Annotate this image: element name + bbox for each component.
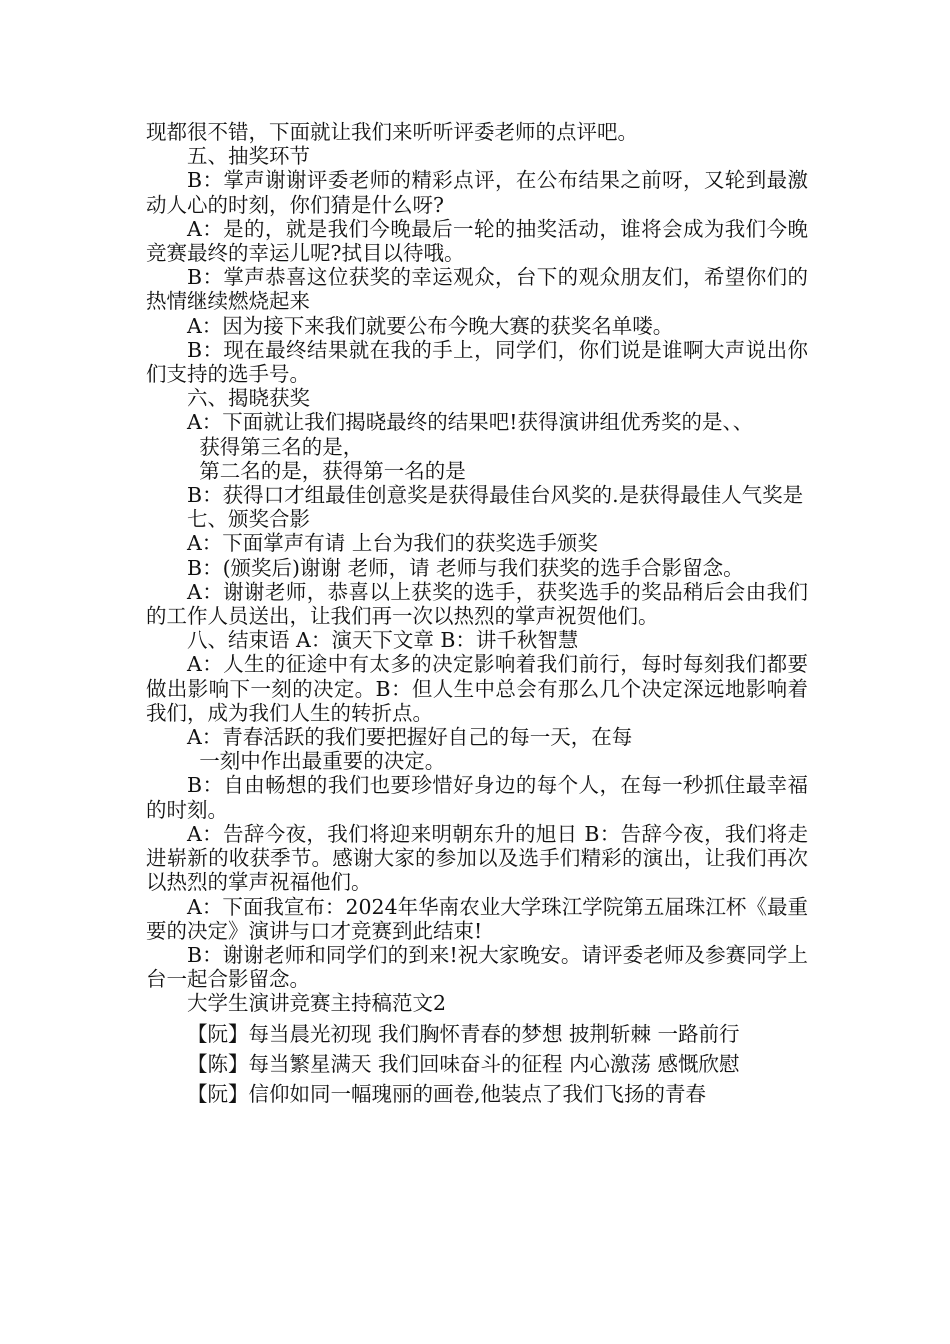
paragraph: A：下面掌声有请 上台为我们的获奖选手颁奖 bbox=[187, 531, 598, 556]
paragraph: 现都很不错，下面就让我们来听听评委老师的点评吧。 bbox=[146, 120, 638, 144]
paragraph: B：获得口才组最佳创意奖是获得最佳台风奖的.是获得最佳人气奖是 bbox=[187, 483, 804, 508]
paragraph: A：告辞今夜，我们将迎来明朝东升的旭日 B：告辞今夜，我们将走进崭新的收获季节。感谢大家的参加以及选手们精彩的演出，让我们再次以热烈的掌声祝福他们。 bbox=[146, 821, 808, 895]
section-heading: 八、结束语 A：演天下文章 B：讲千秋智慧 bbox=[187, 628, 579, 653]
article-title: 大学生演讲竞赛主持稿范文2 bbox=[187, 991, 447, 1016]
paragraph: A：青春活跃的我们要把握好自己的每一天，在每 bbox=[187, 725, 633, 750]
paragraph: B：现在最终结果就在我的手上，同学们，你们说是谁啊大声说出你们支持的选手号。 bbox=[146, 337, 808, 387]
paragraph: B：(颁奖后)谢谢 老师，请 老师与我们获奖的选手合影留念。 bbox=[187, 555, 744, 580]
paragraph: A：人生的征途中有太多的决定影响着我们前行，每时每刻我们都要做出影响下一刻的决定。B：但人生中总会有那么几个决定深远地影响着我们，成为我们人生的转折点。 bbox=[146, 652, 808, 725]
paragraph: A：是的，就是我们今晚最后一轮的抽奖活动，谁将会成为我们今晚竞赛最终的幸运儿呢?拭目以待哦。 bbox=[146, 216, 808, 266]
document-body bbox=[146, 120, 808, 1106]
paragraph: B：自由畅想的我们也要珍惜好身边的每个人，在每一秒抓住最幸福的时刻。 bbox=[146, 773, 808, 822]
paragraph: B：掌声谢谢评委老师的精彩点评，在公布结果之前呀，又轮到最激动人心的时刻，你们猜是什么呀? bbox=[146, 168, 808, 217]
paragraph: A：谢谢老师，恭喜以上获奖的选手，获奖选手的奖品稍后会由我们的工作人员送出，让我们再一次以热烈的掌声祝贺他们。 bbox=[146, 579, 808, 629]
paragraph: A：因为接下来我们就要公布今晚大赛的获奖名单喽。 bbox=[187, 313, 674, 338]
section-heading: 七、颁奖合影 bbox=[187, 507, 310, 532]
paragraph: 【阮】每当晨光初现 我们胸怀青春的梦想 披荆斩棘 一路前行 bbox=[187, 1021, 740, 1046]
paragraph: 获得第三名的是， bbox=[199, 434, 364, 459]
paragraph: 【阮】信仰如同一幅瑰丽的画卷,他装点了我们飞扬的青春 bbox=[187, 1081, 707, 1106]
paragraph: 第二名的是，获得第一名的是 bbox=[199, 458, 466, 483]
section-heading: 五、抽奖环节 bbox=[187, 144, 310, 169]
paragraph: B：谢谢老师和同学们的到来!祝大家晚安。请评委老师及参赛同学上台一起合影留念。 bbox=[146, 942, 808, 992]
section-heading: 六、揭晓获奖 bbox=[187, 386, 310, 411]
paragraph: A：下面就让我们揭晓最终的结果吧!获得演讲组优秀奖的是、、 bbox=[187, 410, 754, 435]
paragraph: B：掌声恭喜这位获奖的幸运观众，台下的观众朋友们，希望你们的热情继续燃烧起来 bbox=[146, 265, 808, 314]
paragraph: 一刻中作出最重要的决定。 bbox=[199, 749, 446, 774]
paragraph: A：下面我宣布：2024年华南农业大学珠江学院第五届珠江杯《最重要的决定》演讲与口才竞赛到此结束! bbox=[146, 894, 808, 943]
paragraph: 【陈】每当繁星满天 我们回味奋斗的征程 内心激荡 感慨欣慰 bbox=[187, 1051, 740, 1076]
